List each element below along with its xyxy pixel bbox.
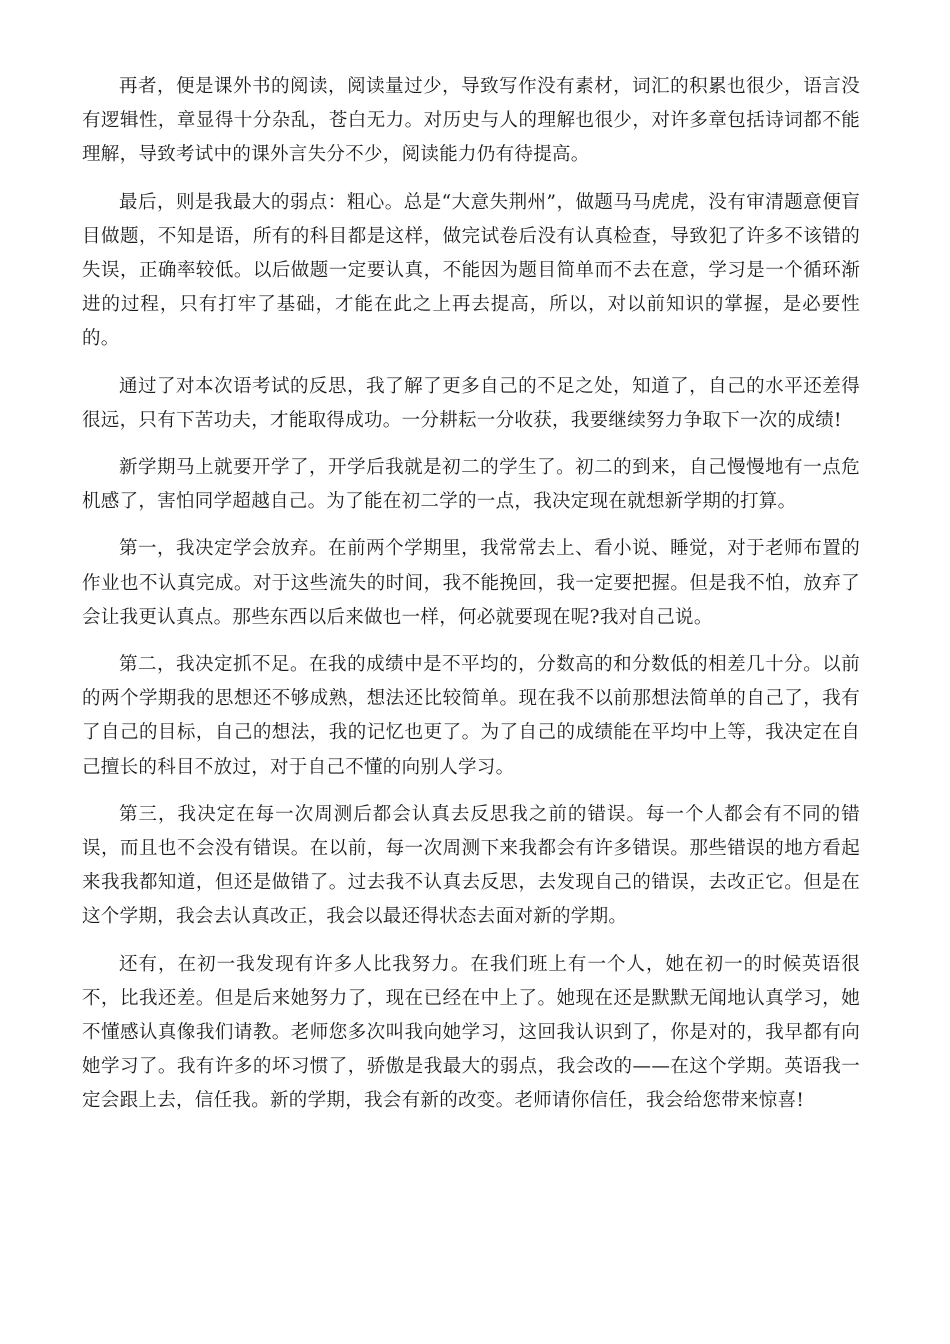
paragraph-reading: 再者，便是课外书的阅读，阅读量过少，导致写作没有素材，词汇的积累也很少，语言没有逻辑性，章显得十分杂乱，苍白无力。对历史与人的理解也很少，对许多章包括诗词都不能理解，导致考试中的课外言失分不少，阅读能力仍有待提高。 [82,76,860,166]
paragraph-second-plan: 第二，我决定抓不足。在我的成绩中是不平均的，分数高的和分数低的相差几十分。以前的两个学期我的思想还不够成熟，想法还比较简单。现在我不以前那想法简单的自己了，我有了自己的目标，自己的想法，我的记忆也更了。为了自己的成绩能在平均中上等，我决定在自己擅长的科目不放过，对于自己不懂的向别人学习。 [82,654,860,778]
paragraph-third-plan: 第三，我决定在每一次周测后都会认真去反思我之前的错误。每一个人都会有不同的错误，而且也不会没有错误。在以前，每一次周测下来我都会有许多错误。那些错误的地方看起来我我都知道，但还是做错了。过去我不认真去反思，去发现自己的错误，去改正它。但是在这个学期，我会去认真改正，我会以最还得状态去面对新的学期。 [82,803,860,928]
paragraph-first-plan: 第一，我决定学会放弃。在前两个学期里，我常常去上、看小说、睡觉，对于老师布置的作业也不认真完成。对于这些流失的时间，我不能挽回，我一定要把握。但是我不怕，放弃了会让我更认真点。那些东西以后来做也一样，何必就要现在呢?我对自己说。 [82,538,860,628]
paragraph-new-semester: 新学期马上就要开学了，开学后我就是初二的学生了。初二的到来，自己慢慢地有一点危机感了，害怕同学超越自己。为了能在初二学的一点，我决定现在就想新学期的打算。 [82,457,860,513]
paragraph-closing: 还有，在初一我发现有许多人比我努力。在我们班上有一个人，她在初一的时候英语很不，比我还差。但是后来她努力了，现在已经在中上了。她现在还是默默无闻地认真学习，她不懂感认真像我们请教。老师您多次叫我向她学习，这回我认识到了，你是对的，我早都有向她学习了。我有许多的坏习惯了，骄傲是我最大的弱点，我会改的——在这个学期。英语我一定会跟上去，信任我。新的学期，我会有新的改变。老师请你信任，我会给您带来惊喜! [82,953,860,1112]
paragraph-carelessness: 最后，则是我最大的弱点：粗心。总是“大意失荆州”，做题马马虎虎，没有审清题意便盲目做题，不知是语，所有的科目都是这样，做完试卷后没有认真检查，导致犯了许多不该错的失误，正确率较低。以后做题一定要认真，不能因为题目简单而不去在意，学习是一个循环渐进的过程，只有打牢了基础，才能在此之上再去提高，所以，对以前知识的掌握，是必要性的。 [82,191,860,350]
paragraph-reflection-summary: 通过了对本次语考试的反思，我了解了更多自己的不足之处，知道了，自己的水平还差得很远，只有下苦功夫，才能取得成功。一分耕耘一分收获，我要继续努力争取下一次的成绩! [82,375,860,431]
document-body [82,70,860,1132]
